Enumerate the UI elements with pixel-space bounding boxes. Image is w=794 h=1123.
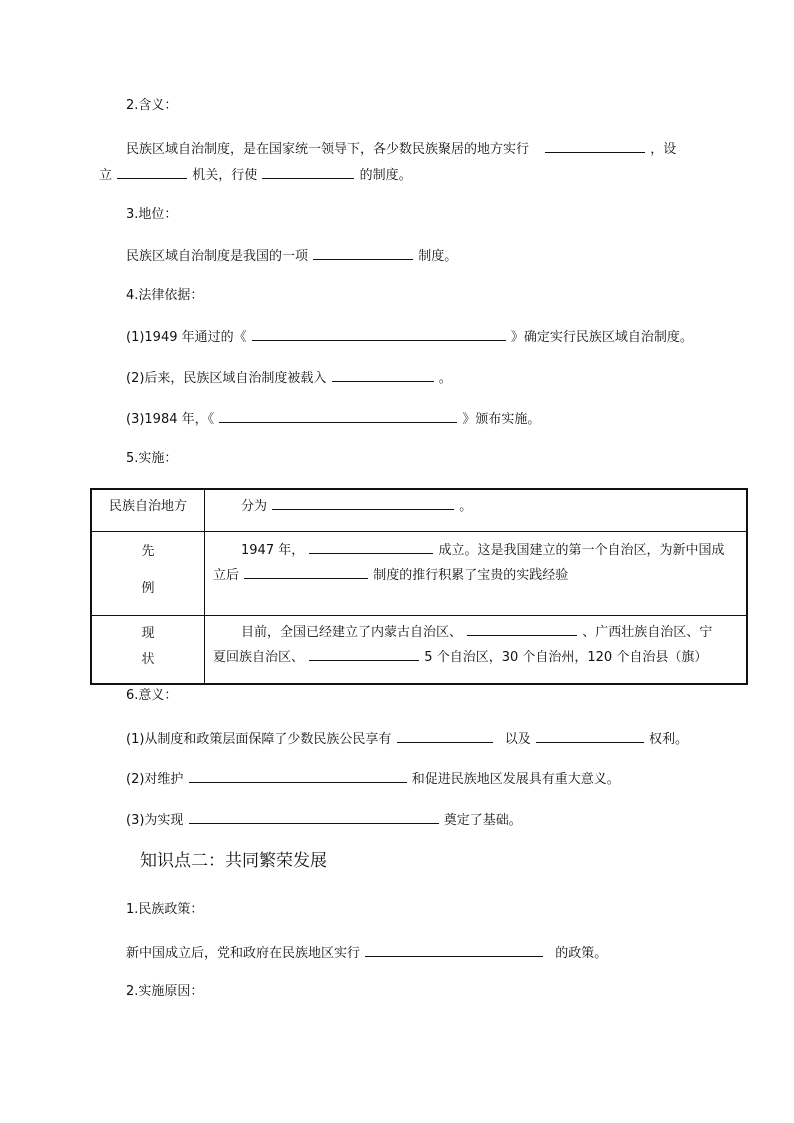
- text: 成立。这是我国建立的第一个自治区，为新中国成: [438, 542, 725, 558]
- text: 1947 年，: [241, 542, 305, 558]
- row-content-line: [241, 621, 712, 640]
- blank-field: [313, 246, 413, 260]
- row-content-line: [241, 539, 725, 558]
- text: 制度。: [418, 249, 458, 264]
- blank-field: [467, 622, 577, 636]
- text: 新中国成立后，党和政府在民族地区实行: [126, 946, 361, 961]
- text: (1)1949 年通过的《: [126, 330, 247, 345]
- row-content-cell: [205, 531, 748, 615]
- text: 奠定了基础。: [443, 813, 522, 828]
- text: 》确定实行民族区域自治制度。: [510, 330, 693, 345]
- blank-field: [189, 769, 407, 783]
- blank-field: [272, 496, 454, 510]
- row-content-line: [213, 564, 568, 583]
- section-2-title: 2.含义：: [126, 98, 178, 113]
- table-row: [91, 489, 747, 531]
- section-6-item-2: [126, 769, 620, 788]
- table-row: [91, 531, 747, 615]
- text: 立后: [213, 567, 240, 583]
- row-label: 现: [141, 625, 155, 641]
- row-content-line: [213, 646, 707, 665]
- row-label: 状: [141, 651, 155, 667]
- section-3-title: 3.地位：: [126, 207, 178, 222]
- text: 、广西壮族自治区、宁: [582, 624, 713, 640]
- text: 权利。: [649, 732, 689, 747]
- blank-field: [332, 368, 434, 382]
- section-4-item-3: [126, 409, 540, 428]
- section-2-line-1: [126, 139, 676, 158]
- blank-field: [397, 729, 493, 743]
- blank-field: [219, 409, 457, 423]
- section-6-item-1: [126, 729, 688, 748]
- policy-title: 1.民族政策：: [126, 902, 204, 917]
- blank-field: [365, 943, 543, 957]
- row-content-cell: [205, 615, 748, 684]
- section-6-title: 6.意义：: [126, 688, 178, 703]
- text: 民族区域自治制度，是在国家统一领导下，各少数民族聚居的地方实行: [126, 142, 530, 157]
- section-4-item-1: [126, 327, 693, 346]
- row-label: 例: [141, 580, 155, 596]
- blank-field: [545, 139, 645, 153]
- text: 和促进民族地区发展具有重大意义。: [411, 772, 620, 787]
- text: 。: [438, 371, 452, 386]
- blank-field: [252, 327, 506, 341]
- text: (3)1984 年，《: [126, 412, 215, 427]
- row-label: 先: [141, 543, 155, 559]
- section-6-item-3: [126, 810, 522, 829]
- row-content-cell: [205, 489, 748, 531]
- text: 的政策。: [555, 946, 608, 961]
- text: (1)从制度和政策层面保障了少数民族公民享有: [126, 732, 392, 747]
- text: 立: [99, 168, 113, 183]
- text: 制度的推行积累了宝贵的实践经验: [373, 567, 569, 583]
- text: 以及: [504, 732, 531, 747]
- text: (2)对维护: [126, 772, 184, 787]
- section-5-title: 5.实施：: [126, 451, 178, 466]
- row-label-cell: [91, 531, 205, 615]
- section-4-title: 4.法律依据：: [126, 288, 204, 303]
- text: ，设: [650, 142, 677, 157]
- row-label-cell: [91, 615, 205, 684]
- text: (3)为实现: [126, 813, 184, 828]
- reason-title: 2.实施原因：: [126, 984, 204, 999]
- blank-field: [536, 729, 644, 743]
- text: 机关，行使: [192, 168, 258, 183]
- section-2-line-2: [99, 165, 412, 184]
- text: 民族区域自治制度是我国的一项: [126, 249, 309, 264]
- blank-field: [244, 565, 368, 579]
- row-label-cell: [91, 489, 205, 531]
- policy-line: [126, 943, 607, 962]
- text: 5 个自治区，30 个自治州，120 个自治县（旗）: [424, 649, 708, 665]
- text: 。: [459, 499, 473, 514]
- text: 夏回族自治区、: [213, 649, 305, 665]
- section-3-line: [126, 246, 457, 265]
- text: 目前，全国已经建立了内蒙古自治区、: [241, 624, 463, 640]
- text: (2)后来，民族区域自治制度被载入: [126, 371, 327, 386]
- blank-field: [189, 810, 439, 824]
- blank-field: [309, 647, 419, 661]
- table-row: [91, 615, 747, 684]
- text: 分为: [241, 499, 268, 514]
- text: 的制度。: [359, 168, 412, 183]
- blank-field: [309, 540, 433, 554]
- implementation-table: [90, 488, 748, 685]
- text: 》颁布实施。: [462, 412, 541, 427]
- row-label: 民族自治地方: [108, 499, 187, 514]
- section-4-item-2: [126, 368, 452, 387]
- knowledge-point-2-heading: 知识点二：共同繁荣发展: [140, 851, 327, 871]
- blank-field: [262, 165, 354, 179]
- blank-field: [117, 165, 187, 179]
- row-content: [241, 495, 472, 514]
